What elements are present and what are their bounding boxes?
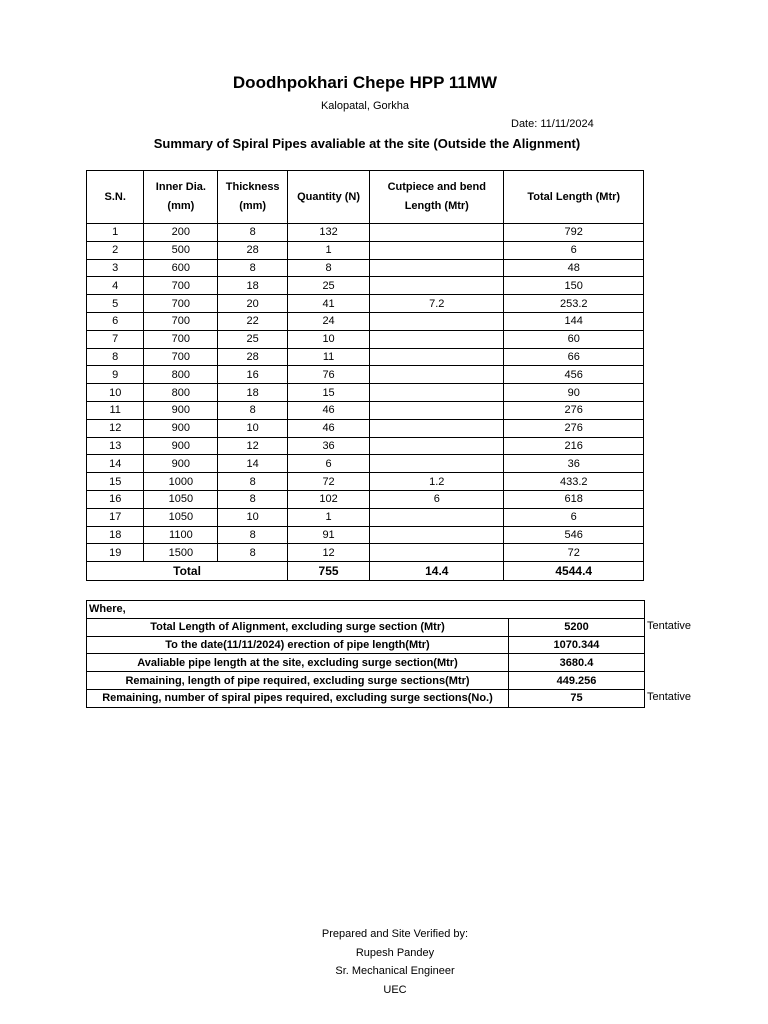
table-cell: 150 [504,277,644,295]
where-heading: Where, [87,601,645,619]
table-cell: 46 [288,419,370,437]
table-cell: 8 [87,348,144,366]
table-cell: 1050 [144,490,218,508]
table-cell [370,544,504,562]
signature-block [0,925,768,999]
table-cell: 36 [288,437,370,455]
table-row [87,259,644,277]
table-cell [370,277,504,295]
table-cell: 6 [87,312,144,330]
table-cell: 72 [504,544,644,562]
table-cell: 1 [288,241,370,259]
where-body [87,601,645,708]
table-cell: 48 [504,259,644,277]
table-row [87,312,644,330]
table-row [87,544,644,562]
table-cell: 25 [218,330,288,348]
table-row [87,277,644,295]
table-cell: 276 [504,401,644,419]
table-cell [370,508,504,526]
total-cutpiece: 14.4 [370,562,504,581]
where-summary-table [86,600,645,708]
table-cell: 700 [144,348,218,366]
table-cell: 1100 [144,526,218,544]
table-row [87,401,644,419]
table-cell: 9 [87,366,144,384]
table-cell: 6 [370,490,504,508]
tentative-note: Tentative [647,619,692,632]
table-row [87,473,644,491]
where-row [87,636,645,654]
table-cell: 3 [87,259,144,277]
where-value: 449.256 [509,672,645,690]
table-cell [370,259,504,277]
table-cell [370,384,504,402]
table-row [87,455,644,473]
total-quantity: 755 [288,562,370,581]
table-row [87,224,644,242]
table-cell: 456 [504,366,644,384]
table-cell: 6 [504,241,644,259]
table-cell: 11 [288,348,370,366]
table-cell: 10 [87,384,144,402]
table-cell: 18 [87,526,144,544]
table-cell: 8 [218,490,288,508]
where-value: 3680.4 [509,654,645,672]
table-cell: 22 [218,312,288,330]
report-date: Date: 11/11/2024 [511,118,594,130]
where-label: Avaliable pipe length at the site, excluding surge section(Mtr) [87,654,509,672]
table-cell: 900 [144,401,218,419]
table-row [87,508,644,526]
column-header: Thickness (mm) [218,171,288,224]
table-cell [370,241,504,259]
table-cell: 8 [218,526,288,544]
table-cell: 1000 [144,473,218,491]
document-title: Doodhpokhari Chepe HPP 11MW [232,73,498,92]
table-cell: 200 [144,224,218,242]
table-cell: 10 [218,508,288,526]
table-cell [370,330,504,348]
table-cell: 19 [87,544,144,562]
table-cell: 15 [288,384,370,402]
table-cell: 5 [87,295,144,313]
table-cell: 12 [288,544,370,562]
table-cell: 60 [504,330,644,348]
table-row [87,330,644,348]
table-cell: 900 [144,455,218,473]
where-label: Remaining, number of spiral pipes required, excluding surge sections(No.) [87,689,509,707]
table-cell: 700 [144,277,218,295]
column-header: Cutpiece and bend Length (Mtr) [370,171,504,224]
table-cell: 4 [87,277,144,295]
table-cell: 102 [288,490,370,508]
table-cell [370,312,504,330]
table-header-row [87,171,644,224]
table-cell: 792 [504,224,644,242]
column-header: Quantity (N) [288,171,370,224]
table-cell: 14 [87,455,144,473]
table-cell: 900 [144,419,218,437]
table-cell: 144 [504,312,644,330]
table-cell: 18 [218,277,288,295]
table-cell: 1500 [144,544,218,562]
where-row [87,672,645,690]
table-cell: 18 [218,384,288,402]
table-cell: 6 [504,508,644,526]
table-cell: 600 [144,259,218,277]
table-row [87,295,644,313]
table-cell: 6 [288,455,370,473]
table-cell [370,455,504,473]
table-cell: 46 [288,401,370,419]
table-cell: 8 [218,544,288,562]
table-cell: 28 [218,241,288,259]
table-cell: 8 [218,259,288,277]
table-row [87,419,644,437]
tentative-note: Tentative [647,691,692,703]
table-cell: 16 [218,366,288,384]
where-label: Total Length of Alignment, excluding surge section (Mtr) [87,618,509,636]
table-cell: 700 [144,312,218,330]
table-row [87,366,644,384]
table-cell: 90 [504,384,644,402]
location-subtitle: Kalopatal, Gorkha [320,100,410,112]
table-cell: 25 [288,277,370,295]
table-cell: 700 [144,330,218,348]
where-label: To the date(11/11/2024) erection of pipe length(Mtr) [87,636,509,654]
summary-heading: Summary of Spiral Pipes avaliable at the site (Outside the Alignment) [153,136,581,151]
where-row [87,618,645,636]
where-value: 75 [509,689,645,707]
table-cell: 433.2 [504,473,644,491]
table-row [87,490,644,508]
column-header: Total Length (Mtr) [504,171,644,224]
table-cell: 72 [288,473,370,491]
table-cell: 618 [504,490,644,508]
table-cell: 1.2 [370,473,504,491]
table-cell: 24 [288,312,370,330]
column-header: Inner Dia. (mm) [144,171,218,224]
prepared-by-label: Prepared and Site Verified by: [321,928,469,940]
table-cell: 36 [504,455,644,473]
table-cell: 800 [144,366,218,384]
table-cell: 7.2 [370,295,504,313]
table-cell: 17 [87,508,144,526]
table-cell: 253.2 [504,295,644,313]
organization: UEC [383,983,407,996]
where-row [87,654,645,672]
table-cell: 8 [218,224,288,242]
table-cell: 41 [288,295,370,313]
table-cell [370,401,504,419]
table-cell: 76 [288,366,370,384]
column-header: S.N. [87,171,144,224]
table-body [87,224,644,562]
table-cell: 20 [218,295,288,313]
spiral-pipes-table [86,170,644,581]
table-cell: 15 [87,473,144,491]
table-cell: 8 [218,473,288,491]
table-cell: 132 [288,224,370,242]
table-cell: 13 [87,437,144,455]
table-row [87,384,644,402]
table-cell: 1050 [144,508,218,526]
table-cell [370,348,504,366]
table-row [87,526,644,544]
table-cell: 10 [288,330,370,348]
table-cell [370,437,504,455]
table-cell: 546 [504,526,644,544]
table-cell: 900 [144,437,218,455]
table-cell: 91 [288,526,370,544]
table-cell [370,526,504,544]
table-cell: 8 [218,401,288,419]
table-row [87,437,644,455]
where-value: 5200 [509,618,645,636]
table-cell: 28 [218,348,288,366]
table-cell: 700 [144,295,218,313]
total-length: 4544.4 [504,562,644,581]
table-row [87,241,644,259]
table-cell: 800 [144,384,218,402]
where-row [87,689,645,707]
table-cell [370,224,504,242]
engineer-title: Sr. Mechanical Engineer [335,965,455,977]
table-cell [370,419,504,437]
table-cell: 10 [218,419,288,437]
table-cell: 276 [504,419,644,437]
table-cell: 7 [87,330,144,348]
table-cell: 66 [504,348,644,366]
table-cell [370,366,504,384]
table-cell: 14 [218,455,288,473]
table-cell: 500 [144,241,218,259]
table-cell: 11 [87,401,144,419]
table-cell: 216 [504,437,644,455]
table-cell: 12 [218,437,288,455]
where-label: Remaining, length of pipe required, excluding surge sections(Mtr) [87,672,509,690]
where-heading-row [87,601,645,619]
table-row [87,348,644,366]
table-cell: 1 [288,508,370,526]
table-cell: 2 [87,241,144,259]
table-cell: 8 [288,259,370,277]
total-row [87,562,644,581]
where-value: 1070.344 [509,636,645,654]
total-label: Total [87,562,288,581]
table-cell: 12 [87,419,144,437]
table-cell: 16 [87,490,144,508]
table-cell: 1 [87,224,144,242]
engineer-name: Rupesh Pandey [355,946,435,959]
